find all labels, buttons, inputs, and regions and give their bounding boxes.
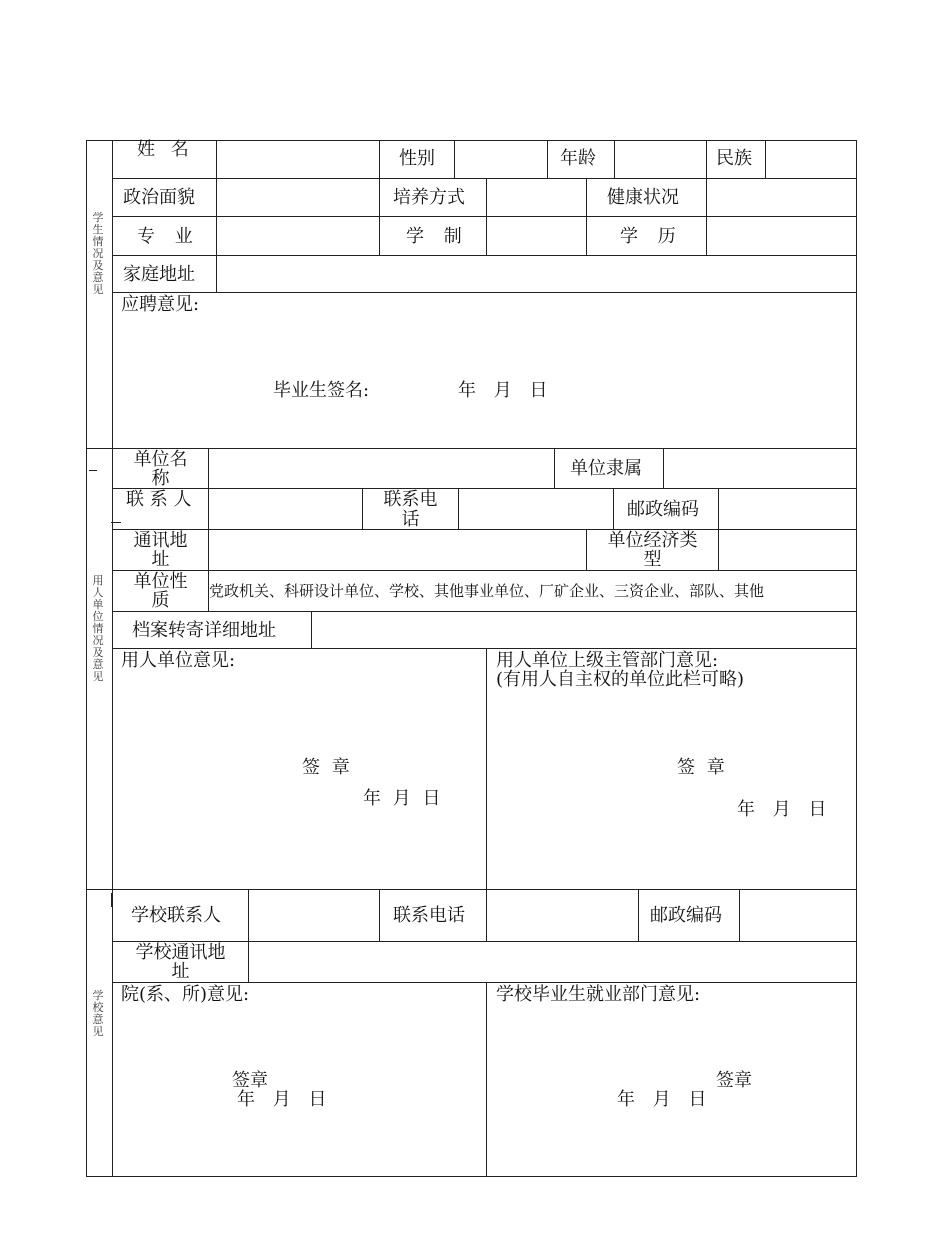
phone-value-cell[interactable] (458, 488, 614, 530)
comm-address-label-line1: 通讯地 (133, 530, 188, 551)
school-phone-label: 联系电话 (393, 905, 465, 926)
phone-label-line2: 话 (401, 509, 420, 530)
department-opinion-cell[interactable] (112, 982, 487, 1177)
gender-label: 性别 (399, 148, 435, 169)
section-school-label: 学校意见 (92, 989, 104, 1038)
unit-nature-label-line1: 单位性 (133, 571, 188, 592)
name-value-cell[interactable] (216, 140, 380, 179)
department-date-label: 年 月 日 (237, 1089, 327, 1110)
employer-opinion-cell[interactable] (112, 648, 487, 890)
application-opinion-label: 应聘意见: (121, 294, 200, 315)
school-phone-value-cell[interactable] (486, 889, 639, 942)
address-label: 家庭地址 (123, 264, 195, 285)
employer-opinion-label: 用人单位意见: (121, 650, 236, 671)
health-label: 健康状况 (607, 187, 679, 208)
econ-type-label-line2: 型 (643, 549, 662, 570)
address-value-cell[interactable] (216, 255, 857, 293)
section-student-label: 学生情况及意见 (92, 211, 104, 296)
political-value-cell[interactable] (216, 178, 380, 217)
affiliation-label: 单位隶属 (570, 458, 642, 479)
graduate-signature-date: 年 月 日 (458, 380, 548, 401)
ethnicity-label: 民族 (716, 148, 752, 169)
age-value-cell[interactable] (614, 140, 707, 179)
political-label: 政治面貌 (123, 187, 195, 208)
application-opinion-cell[interactable] (112, 292, 857, 449)
postcode-label: 邮政编码 (627, 499, 699, 520)
career-office-date-label: 年 月 日 (617, 1089, 707, 1110)
training-label: 培养方式 (393, 187, 465, 208)
unit-name-value-cell[interactable] (208, 448, 555, 489)
section-employer-label: 用人单位情况及意见 (92, 574, 104, 683)
name-label: 姓 名 (137, 139, 189, 160)
career-office-opinion-cell[interactable] (486, 982, 857, 1177)
major-label: 专 业 (137, 226, 193, 247)
school-contact-value-cell[interactable] (248, 889, 380, 942)
department-seal-label: 签章 (232, 1070, 268, 1091)
school-contact-label: 学校联系人 (131, 905, 221, 926)
econ-type-label-line1: 单位经济类 (607, 530, 698, 551)
school-address-value-cell[interactable] (248, 941, 857, 983)
supervisor-seal-label: 签 章 (677, 757, 725, 778)
postcode-value-cell[interactable] (718, 488, 857, 530)
scan-tick-mark (89, 470, 97, 471)
contact-label: 联 系 人 (126, 489, 192, 510)
age-label: 年龄 (560, 148, 596, 169)
unit-nature-label-line2: 质 (151, 590, 170, 611)
training-value-cell[interactable] (486, 178, 587, 217)
unit-nature-options: 党政机关、科研设计单位、学校、其他事业单位、厂矿企业、三资企业、部队、其他 (209, 582, 765, 600)
supervisor-opinion-label: 用人单位上级主管部门意见: (496, 650, 719, 671)
major-value-cell[interactable] (216, 216, 380, 256)
education-label: 学 历 (620, 226, 676, 247)
archive-address-label: 档案转寄详细地址 (132, 620, 276, 641)
affiliation-value-cell[interactable] (663, 448, 857, 489)
career-office-opinion-label: 学校毕业生就业部门意见: (496, 984, 701, 1005)
gender-value-cell[interactable] (454, 140, 548, 179)
education-value-cell[interactable] (706, 216, 857, 256)
duration-label: 学 制 (406, 226, 462, 247)
school-address-label-line2: 址 (171, 961, 190, 982)
school-postcode-value-cell[interactable] (739, 889, 857, 942)
supervisor-date-label: 年 月 日 (737, 799, 827, 820)
phone-label-line1: 联系电 (383, 489, 438, 510)
econ-type-value-cell[interactable] (718, 529, 857, 571)
career-office-seal-label: 签章 (716, 1070, 752, 1091)
employer-seal-label: 签 章 (302, 757, 350, 778)
comm-address-value-cell[interactable] (208, 529, 587, 571)
contact-value-cell[interactable] (208, 488, 363, 530)
unit-name-label-line1: 单位名 (133, 449, 188, 470)
school-address-label-line1: 学校通讯地 (135, 942, 226, 963)
comm-address-label-line2: 址 (151, 549, 170, 570)
department-opinion-label: 院(系、所)意见: (121, 984, 250, 1005)
duration-value-cell[interactable] (486, 216, 587, 256)
health-value-cell[interactable] (706, 178, 857, 217)
graduate-signature-label: 毕业生签名: (273, 380, 370, 401)
supervisor-note: (有用人自主权的单位此栏可略) (496, 669, 745, 690)
employer-date-label: 年 月 日 (363, 788, 441, 809)
ethnicity-value-cell[interactable] (765, 140, 857, 179)
school-postcode-label: 邮政编码 (650, 905, 722, 926)
archive-address-value-cell[interactable] (311, 611, 857, 649)
unit-name-label-line2: 称 (151, 468, 170, 489)
